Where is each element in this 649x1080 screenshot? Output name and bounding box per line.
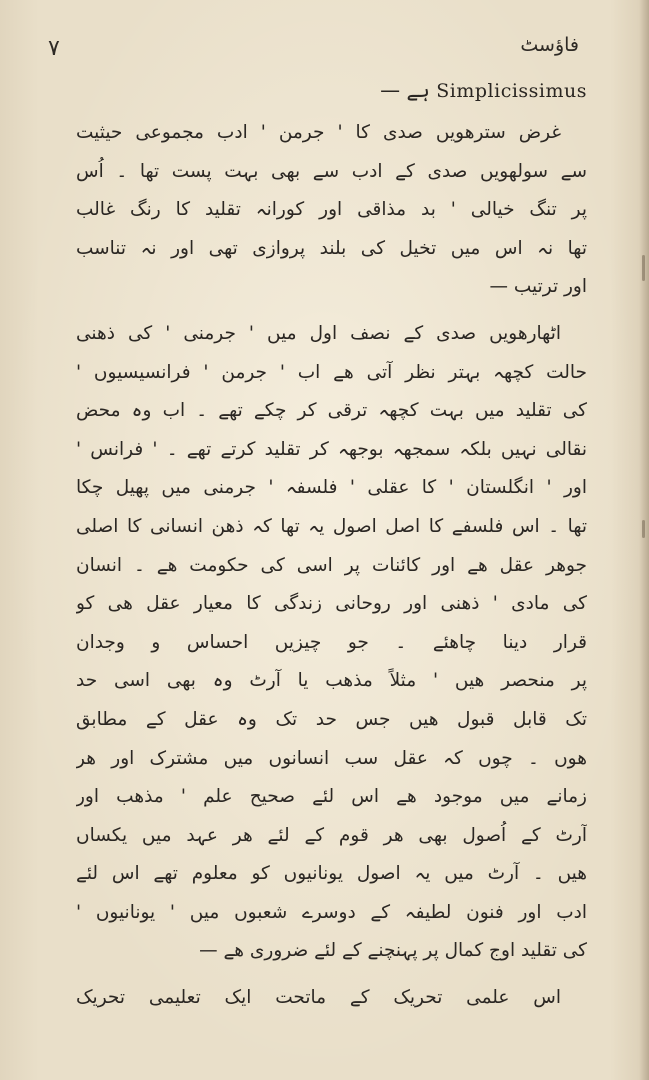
text-line: اور ترتیب — [489, 276, 587, 298]
text-line: پر منحصر ھیں ' مثلاً مذھب یا آرٹ وہ بھی اسی حد [76, 670, 587, 692]
text-line: زمانے میں موجود ھے اس لئے صحیح علم ' مذھب اور [76, 786, 587, 808]
text-line: ھوں ۔ چوں کہ عقل سب انسانوں میں مشترک اور ھر [76, 747, 587, 769]
text-line: پر تنگ خیالی ' بد مذاقی اور کورانہ تقلید کا رنگ غالب [76, 199, 587, 221]
text-line: ھیں ۔ آرٹ میں یہ اصول یونانیوں کو معلوم تھے اس لئے [76, 863, 587, 885]
paragraph [76, 114, 587, 307]
continuation-suffix: ہے — [380, 78, 430, 102]
text-line: غرض سترھویں صدی کا ' جرمن ' ادب مجموعی حیثیت [76, 122, 561, 143]
text-line: اور ' انگلستان ' کا عقلی ' فلسفہ ' جرمنی میں پھیل چکا [76, 477, 587, 499]
text-line: کی مادی ' ذھنی اور روحانی زندگی کا معیار عقل ھی کو [76, 593, 587, 615]
text-line: اٹھارھویں صدی کے نصف اول میں ' جرمنی ' کی ذھنی [76, 322, 561, 344]
continuation-line [380, 78, 587, 102]
paragraph [76, 979, 587, 1018]
page-edge-mark [642, 520, 645, 538]
running-title: فاؤسٹ [520, 34, 579, 56]
body-text [76, 114, 587, 1018]
latin-title: Simplicissimus [436, 80, 587, 102]
text-line: تک قابل قبول ھیں جس حد تک وہ عقل کے مطابق [76, 708, 587, 730]
text-line: نقالی نہیں بلکہ سمجھہ بوجھہ کر تقلید کرتے تھے ۔ ' فرانس ' [76, 438, 587, 460]
text-line: ادب اور فنون لطیفہ کے دوسرے شعبوں میں ' یونانیوں ' [76, 901, 587, 923]
text-line: جوھر عقل ھے اور کائنات پر اسی کی حکومت ھے ۔ انسان [76, 554, 587, 576]
text-line: تھا نہ اس میں تخیل کی بلند پروازی تھی اور نہ تناسب [76, 237, 587, 259]
text-line: کی تقلید میں بہت کچھہ ترقی کر چکے تھے ۔ اب وہ محض [76, 400, 587, 422]
paragraph [76, 315, 587, 971]
text-line: سے سولھویں صدی کے ادب سے بھی بہت پست تھا ۔ اُس [76, 160, 587, 182]
text-line: اس علمی تحریک کے ماتحت ایک تعلیمی تحریک [76, 987, 561, 1009]
text-line: قرار دینا چاھئے ۔ جو چیزیں احساس و وجدان [76, 631, 587, 653]
page-edge-mark [642, 255, 645, 281]
text-line: حالت کچھہ بہتر نظر آتی ھے اب ' جرمن ' فرانسیسیوں ' [76, 361, 587, 383]
page-number: ۷ [48, 36, 60, 61]
text-line: کی تقلید اوج کمال پر پہنچنے کے لئے ضروری ھے — [199, 940, 587, 962]
text-line: آرٹ کے اُصول بھی ھر قوم کے لئے ھر عہد میں یکساں [76, 824, 587, 846]
page-edge-shadow [639, 0, 649, 1080]
text-line: تھا ۔ اس فلسفے کا اصل اصول یہ تھا کہ ذھن انسانی کا اصلی [76, 515, 587, 537]
